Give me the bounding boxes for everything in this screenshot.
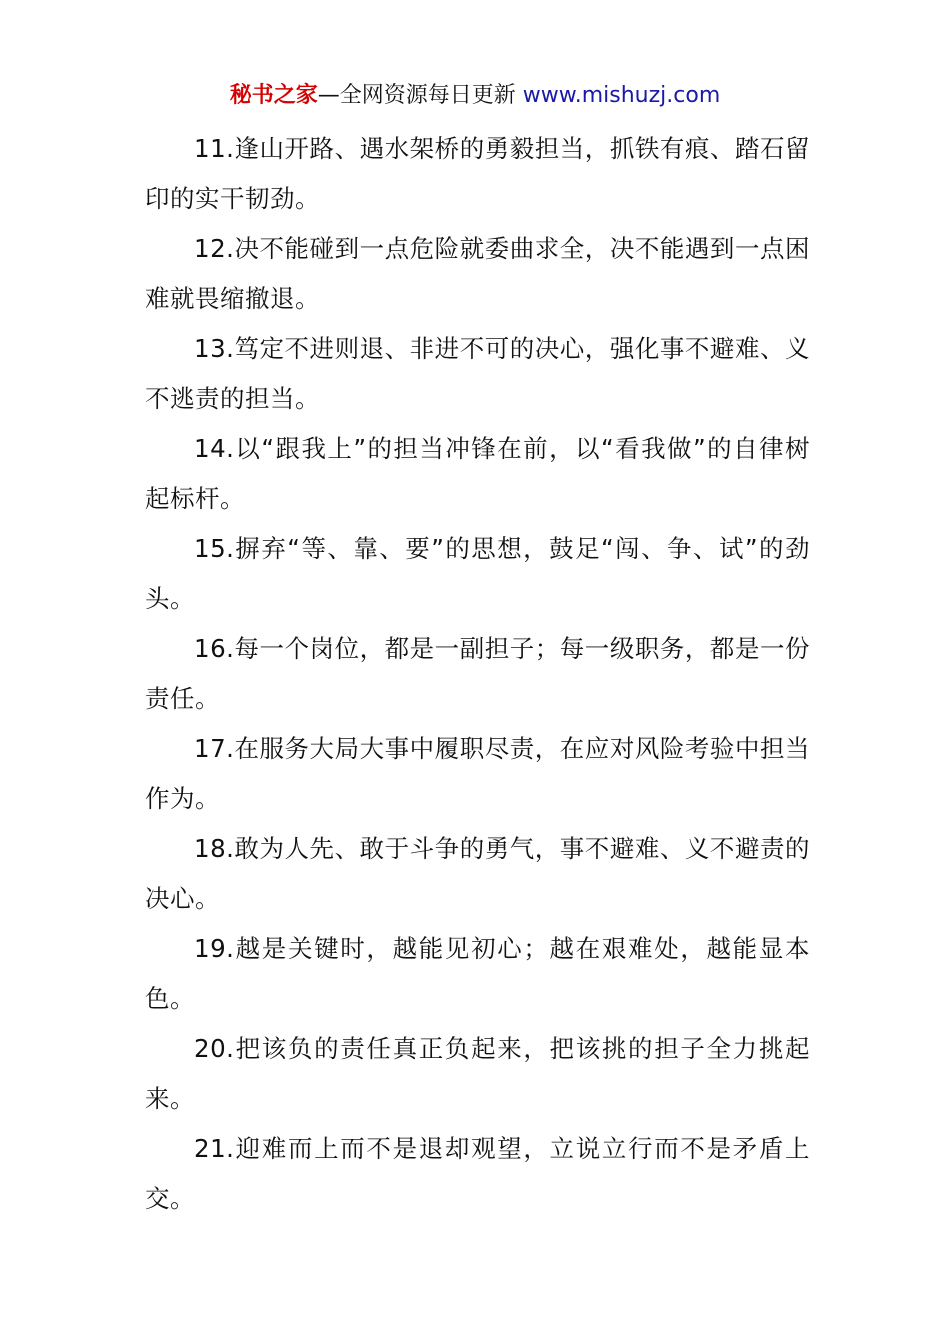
site-url-link[interactable]: www.mishuzj.com (522, 83, 721, 108)
paragraph-14: 14.以“跟我上”的担当冲锋在前，以“看我做”的自律树起标杆。 (145, 434, 810, 513)
paragraph-13: 13.笃定不进则退、非进不可的决心，强化事不避难、义不逃责的担当。 (145, 334, 810, 413)
site-tagline: —全网资源每日更新 (317, 83, 516, 108)
paragraph-20: 20.把该负的责任真正负起来，把该挑的担子全力挑起来。 (145, 1034, 810, 1113)
paragraph-12: 12.决不能碰到一点危险就委曲求全，决不能遇到一点困难就畏缩撤退。 (145, 234, 810, 313)
paragraph-15: 15.摒弃“等、靠、要”的思想，鼓足“闯、争、试”的劲头。 (145, 534, 810, 613)
paragraph-11: 11.逢山开路、遇水架桥的勇毅担当，抓铁有痕、踏石留印的实干韧劲。 (145, 134, 810, 213)
document-body (145, 124, 810, 1224)
paragraph-16: 16.每一个岗位，都是一副担子；每一级职务，都是一份责任。 (145, 634, 810, 713)
paragraph-18: 18.敢为人先、敢于斗争的勇气，事不避难、义不避责的决心。 (145, 834, 810, 913)
site-header (0, 80, 950, 112)
paragraph-21: 21.迎难而上而不是退却观望，立说立行而不是矛盾上交。 (145, 1134, 810, 1213)
paragraph-17: 17.在服务大局大事中履职尽责，在应对风险考验中担当作为。 (145, 734, 810, 813)
paragraph-19: 19.越是关键时，越能见初心；越在艰难处，越能显本色。 (145, 934, 810, 1013)
site-brand: 秘书之家 (229, 83, 318, 108)
